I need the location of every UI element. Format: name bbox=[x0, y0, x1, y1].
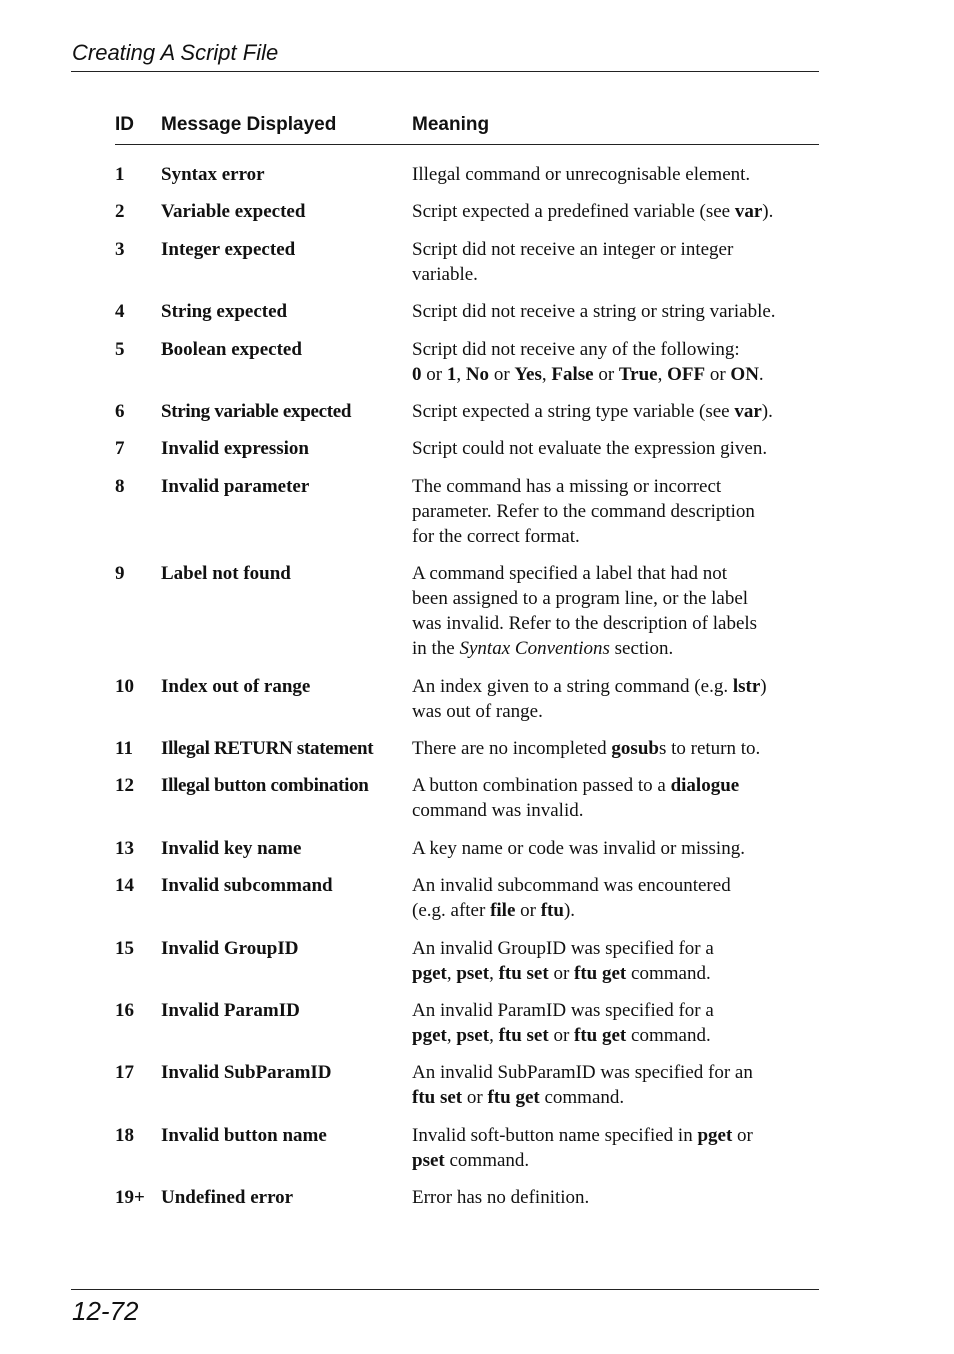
meaning-line: Error has no definition. bbox=[412, 1187, 590, 1209]
meaning-line: 0 or 1, No or Yes, False or True, OFF or ON. bbox=[412, 363, 764, 385]
error-id: 8 bbox=[115, 475, 125, 497]
meaning-line: An index given to a string command (e.g. lstr) bbox=[412, 675, 767, 697]
error-message: Invalid key name bbox=[161, 837, 302, 859]
error-meaning bbox=[412, 474, 812, 549]
meaning-line: A button combination passed to a dialogue bbox=[412, 775, 740, 797]
meaning-line: An invalid SubParamID was specified for an bbox=[412, 1062, 753, 1084]
column-header-id: ID bbox=[115, 114, 134, 135]
meaning-line: variable. bbox=[412, 263, 478, 285]
error-message: Boolean expected bbox=[161, 338, 302, 360]
meaning-line: in the Syntax Conventions section. bbox=[412, 638, 674, 660]
error-id: 5 bbox=[115, 338, 125, 360]
error-meaning bbox=[412, 436, 812, 461]
meaning-line: Script did not receive an integer or integer bbox=[412, 238, 734, 260]
error-id: 17 bbox=[115, 1062, 134, 1084]
error-message: Integer expected bbox=[161, 238, 296, 260]
error-meaning bbox=[412, 873, 812, 923]
meaning-line: An invalid subcommand was encountered bbox=[412, 875, 731, 897]
meaning-line: (e.g. after file or ftu). bbox=[412, 900, 576, 922]
error-meaning bbox=[412, 1185, 812, 1210]
error-meaning bbox=[412, 1060, 812, 1110]
error-meaning bbox=[412, 561, 812, 661]
error-id: 3 bbox=[115, 238, 125, 260]
error-message: Invalid GroupID bbox=[161, 937, 299, 959]
error-id: 9 bbox=[115, 563, 125, 585]
meaning-line: Script did not receive a string or string variable. bbox=[412, 301, 776, 323]
error-message: Illegal button combination bbox=[161, 775, 369, 797]
meaning-line: Script expected a string type variable (see var). bbox=[412, 401, 773, 422]
meaning-line: for the correct format. bbox=[412, 525, 580, 547]
meaning-line: was invalid. Refer to the description of labels bbox=[412, 613, 758, 635]
error-message: Illegal RETURN statement bbox=[161, 738, 374, 759]
error-id: 12 bbox=[115, 775, 134, 797]
error-meaning bbox=[412, 199, 812, 224]
column-header-message: Message Displayed bbox=[161, 114, 337, 135]
error-id: 14 bbox=[115, 875, 134, 897]
page-number: 12-72 bbox=[72, 1296, 139, 1326]
error-message: Syntax error bbox=[161, 164, 265, 185]
error-id: 2 bbox=[115, 201, 125, 223]
error-meaning bbox=[412, 299, 812, 324]
meaning-line: A key name or code was invalid or missing. bbox=[412, 837, 745, 859]
meaning-line: An invalid ParamID was specified for a bbox=[412, 1000, 714, 1021]
error-meaning bbox=[412, 773, 812, 823]
meaning-line: Invalid soft-button name specified in pget or bbox=[412, 1124, 753, 1146]
meaning-line: pget, pset, ftu set or ftu get command. bbox=[412, 1025, 711, 1046]
error-id: 16 bbox=[115, 1000, 134, 1021]
error-message: Index out of range bbox=[161, 675, 311, 697]
error-id: 4 bbox=[115, 301, 125, 323]
meaning-line: pset command. bbox=[412, 1149, 530, 1171]
footer-rule bbox=[71, 1289, 819, 1290]
error-id: 6 bbox=[115, 401, 125, 422]
error-id: 18 bbox=[115, 1124, 134, 1146]
error-message: Label not found bbox=[161, 563, 291, 585]
error-message: Variable expected bbox=[161, 201, 306, 223]
error-meaning bbox=[412, 836, 812, 861]
error-id: 1 bbox=[115, 164, 125, 185]
meaning-line: There are no incompleted gosubs to return to. bbox=[412, 738, 761, 759]
meaning-line: An invalid GroupID was specified for a bbox=[412, 937, 714, 959]
error-meaning bbox=[412, 337, 812, 387]
error-meaning bbox=[412, 162, 812, 187]
meaning-line: Script could not evaluate the expression given. bbox=[412, 438, 768, 460]
error-meaning bbox=[412, 674, 812, 724]
error-message: Invalid expression bbox=[161, 438, 309, 460]
meaning-line: ftu set or ftu get command. bbox=[412, 1087, 625, 1109]
running-header-title: Creating A Script File bbox=[72, 40, 279, 65]
error-meaning bbox=[412, 399, 812, 424]
error-meaning bbox=[412, 1123, 812, 1173]
error-meaning bbox=[412, 936, 812, 986]
meaning-line: Script did not receive any of the following: bbox=[412, 338, 740, 360]
error-message: Invalid parameter bbox=[161, 475, 310, 497]
error-message: String expected bbox=[161, 301, 288, 323]
error-id: 11 bbox=[115, 738, 133, 759]
meaning-line: A command specified a label that had not bbox=[412, 563, 727, 585]
meaning-line: Script expected a predefined variable (see var). bbox=[412, 201, 774, 223]
error-message: Undefined error bbox=[161, 1187, 294, 1209]
error-id: 10 bbox=[115, 675, 134, 697]
error-meaning bbox=[412, 736, 812, 761]
error-message: Invalid SubParamID bbox=[161, 1062, 332, 1084]
meaning-line: Illegal command or unrecognisable element. bbox=[412, 164, 751, 185]
error-message: Invalid button name bbox=[161, 1124, 327, 1146]
error-id: 7 bbox=[115, 438, 125, 460]
error-id: 13 bbox=[115, 837, 134, 859]
error-message: String variable expected bbox=[161, 401, 352, 422]
meaning-line: pget, pset, ftu set or ftu get command. bbox=[412, 962, 711, 984]
meaning-line: command was invalid. bbox=[412, 800, 584, 822]
error-message: Invalid ParamID bbox=[161, 1000, 300, 1021]
meaning-line: The command has a missing or incorrect bbox=[412, 475, 722, 497]
error-id: 19+ bbox=[115, 1187, 145, 1209]
error-meaning bbox=[412, 237, 812, 287]
meaning-line: been assigned to a program line, or the label bbox=[412, 588, 749, 610]
meaning-line: parameter. Refer to the command description bbox=[412, 500, 755, 522]
column-header-meaning: Meaning bbox=[412, 114, 490, 135]
error-meaning bbox=[412, 998, 812, 1048]
error-id: 15 bbox=[115, 937, 134, 959]
meaning-line: was out of range. bbox=[412, 700, 543, 722]
error-message: Invalid subcommand bbox=[161, 875, 333, 897]
